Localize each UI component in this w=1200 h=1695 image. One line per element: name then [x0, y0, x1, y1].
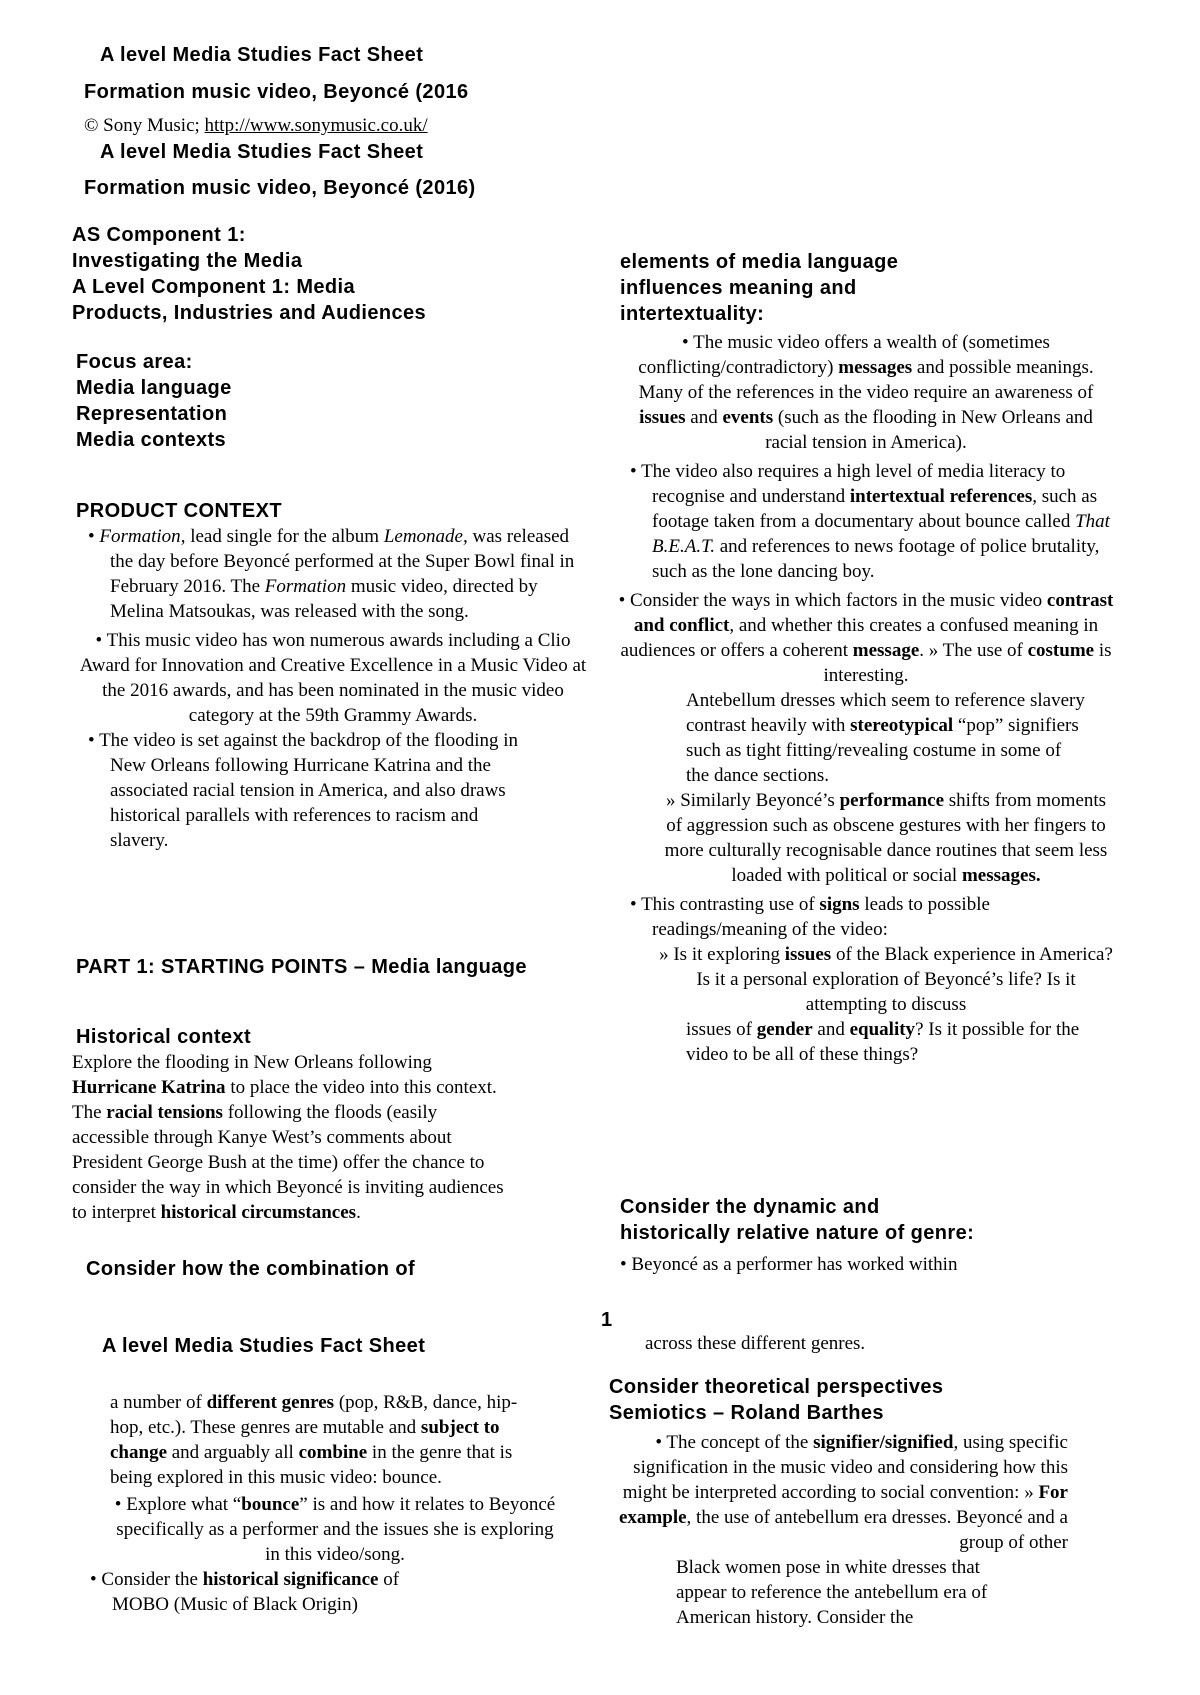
bounce-bullet: • Explore what “bounce” is and how it relates to Beyoncé specifically as a performer and the issues she is exploring in this video/song.: [114, 1494, 556, 1565]
right-paragraph: » Is it exploring issues of the Black experience in America? Is it a personal exploration of Beyoncé’s life? Is it attempting to discuss: [659, 944, 1113, 1015]
focus-item: Representation: [76, 403, 228, 425]
genre-heading: Consider the dynamic and historically relative nature of genre:: [620, 1196, 975, 1244]
right-paragraph: Antebellum dresses which seem to reference slavery contrast heavily with stereotypical “pop” signifiers such as tight fitting/revealing costume in some of the dance sections.: [686, 690, 1085, 786]
product-bullet: • The video is set against the backdrop of the flooding in New Orleans following Hurricane Katrina and the associated racial tension in America, and also draws historical parallels with references to racism and slavery.: [70, 728, 590, 853]
copyright-text: © Sony Music;: [84, 115, 205, 136]
components-block: [72, 222, 426, 326]
genres-paragraph: a number of different genres (pop, R&B, dance, hip-hop, etc.). These genres are mutable and subject to change and arguably all combine in the genre that is being explored in this music video: bounce.: [110, 1392, 518, 1488]
right-bullet: • The music video offers a wealth of (sometimes conflicting/contradictory) messages and possible meanings. Many of the references in the video require an awareness of issues and events (such as the flooding in New Orleans and racial tension in America).: [638, 332, 1094, 453]
focus-block: [76, 349, 232, 453]
investigating-media: Investigating the Media: [72, 250, 303, 272]
products-industries: Products, Industries and Audiences: [72, 302, 427, 324]
semiotics-body: [616, 1430, 1068, 1630]
right-bullet: • Consider the ways in which factors in the music video contrast and conflict, and whether this creates a confused meaning in audiences or offers a coherent message. » The use of costume is interesting.: [618, 590, 1114, 686]
product-bullet: • Formation, lead single for the album Lemonade, was released the day before Beyoncé performed at the Super Bowl final in February 2016. The Formation music video, directed by Melina Matsoukas, was released with the song.: [70, 524, 590, 624]
semiotics-paragraph: Black women pose in white dresses that appear to reference the antebellum era of American history. Consider the: [676, 1557, 988, 1628]
semiotics-bullet: • The concept of the signifier/signified, using specific signification in the music video and considering how this might be interpreted according to social convention: » For example, the use of antebellum era dresses. Beyoncé and a group of other: [619, 1432, 1068, 1553]
product-bullet: • This music video has won numerous awards including a Clio Award for Innovation and Creative Excellence in a Music Video at the 2016 awards, and has been nominated in the music video category at the 59th Grammy Awards.: [79, 630, 587, 726]
mobo-bullet: • Consider the historical significance of MOBO (Music of Black Origin): [80, 1567, 560, 1617]
consider-combination: Consider how the combination of: [86, 1258, 416, 1280]
across-genres: across these different genres.: [645, 1333, 866, 1354]
historical-context-body: Explore the flooding in New Orleans following Hurricane Katrina to place the video into this context. The racial tensions following the floods (easily accessible through Kanye West’s comments about President George Bush at the time) offer the chance to consider the way in which Beyoncé is inviting audiences to interpret historical circumstances.: [72, 1052, 504, 1223]
header-title-repeat: A level Media Studies Fact Sheet: [100, 141, 424, 163]
theory-heading: Consider theoretical perspectives Semiotics – Roland Barthes: [609, 1376, 944, 1424]
focus-item: Media language: [76, 377, 232, 399]
copyright-line: [84, 113, 428, 138]
sony-link[interactable]: http://www.sonymusic.co.uk/: [204, 115, 428, 136]
footer-title: A level Media Studies Fact Sheet: [102, 1335, 426, 1357]
page-number: 1: [601, 1309, 613, 1331]
bottom-left-body: [80, 1390, 560, 1617]
media-language-heading: elements of media language influences meaning and intertextuality:: [620, 251, 899, 325]
right-paragraph: » Similarly Beyoncé’s performance shifts from moments of aggression such as obscene gestures with her fingers to more culturally recognisable dance routines that seem less loaded with political or social messages.: [664, 790, 1108, 886]
product-context-body: [70, 524, 590, 853]
historical-context-heading: Historical context: [76, 1026, 252, 1048]
right-bullet: • This contrasting use of signs leads to possible readings/meaning of the video:: [616, 892, 1116, 942]
product-context-heading: PRODUCT CONTEXT: [76, 500, 282, 522]
a-level-component: A Level Component 1: Media: [72, 276, 356, 298]
part1-heading: PART 1: STARTING POINTS – Media language: [76, 956, 527, 978]
focus-heading: Focus area:: [76, 351, 193, 373]
focus-item: Media contexts: [76, 429, 227, 451]
genre-bullet: • Beyoncé as a performer has worked within: [620, 1254, 958, 1275]
right-bullet: • The video also requires a high level of media literacy to recognise and understand intertextual references, such as footage taken from a documentary about bounce called That B.E.A.T. and references to news footage of police brutality, such as the lone dancing boy.: [616, 459, 1116, 584]
header-title: A level Media Studies Fact Sheet: [100, 44, 424, 66]
right-body: [616, 330, 1116, 1067]
right-paragraph: issues of gender and equality? Is it possible for the video to be all of these things?: [686, 1019, 1080, 1065]
header-subtitle-repeat: Formation music video, Beyoncé (2016): [84, 177, 476, 199]
header-subtitle: Formation music video, Beyoncé (2016: [84, 81, 469, 103]
as-component: AS Component 1:: [72, 224, 246, 246]
